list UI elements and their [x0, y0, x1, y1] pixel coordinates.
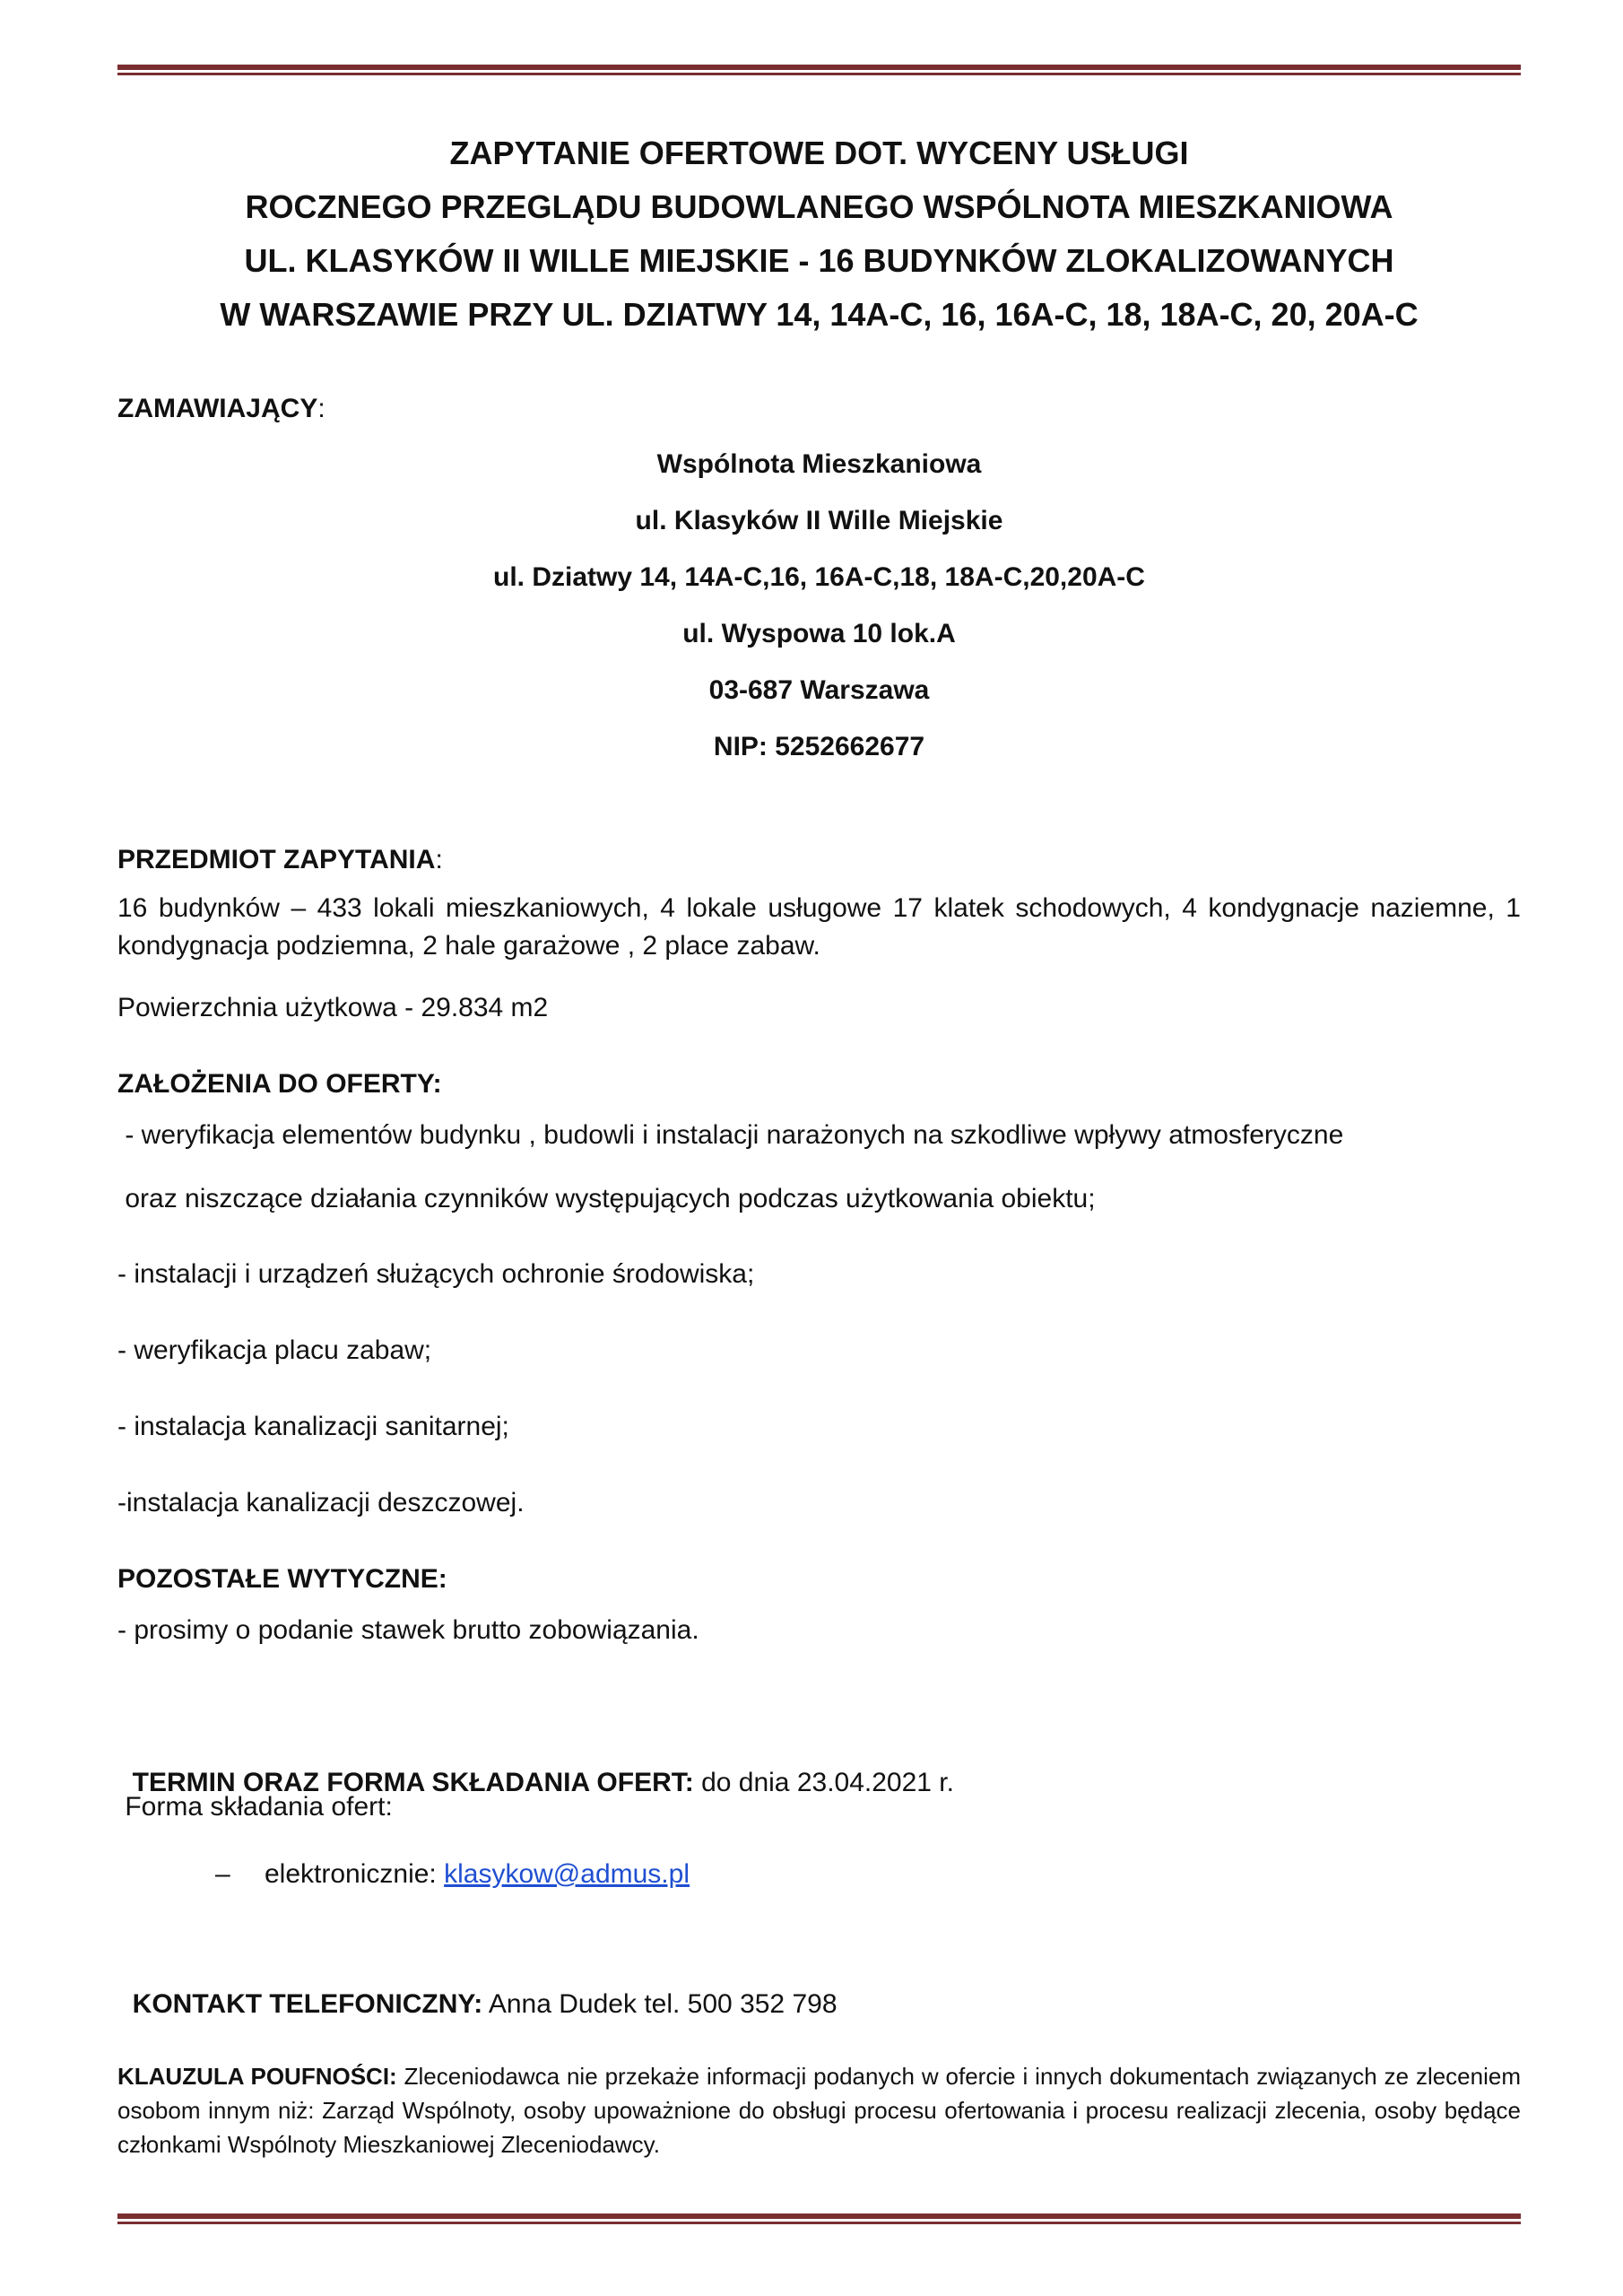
assumptions-heading: ZAŁOŻENIA DO OFERTY: [117, 1069, 442, 1099]
client-street-3: ul. Wyspowa 10 lok.A [682, 619, 956, 648]
document-title [117, 131, 1521, 346]
dash-bullet-icon: – [215, 1859, 230, 1889]
submission-form-label: Forma składania ofert: [117, 1792, 393, 1822]
contact-line [117, 1948, 838, 2023]
deadline-value: do dnia 23.04.2021 r. [693, 1768, 954, 1797]
confidentiality-clause [117, 2059, 1521, 2161]
subject-heading [117, 841, 443, 879]
other-guidelines-heading: POZOSTAŁE WYTYCZNE: [117, 1564, 447, 1594]
title-line-4: W WARSZAWIE PRZY UL. DZIATWY 14, 14A-C, 16, 16A-C, 18, 18A-C, 20, 20A-C [220, 296, 1419, 333]
client-street-2: ul. Dziatwy 14, 14A-C,16, 16A-C,18, 18A-C,20,20A-C [493, 562, 1145, 592]
client-address [117, 446, 1521, 785]
client-city: 03-687 Warszawa [708, 675, 930, 705]
email-label: elektronicznie: [265, 1859, 445, 1889]
confidentiality-heading: KLAUZULA POUFNOŚCI: [117, 2063, 397, 2090]
other-guidelines-line: - prosimy o podanie stawek brutto zobowiązania. [117, 1615, 699, 1645]
bottom-divider [117, 2213, 1521, 2224]
title-line-3: UL. KLASYKÓW II WILLE MIEJSKIE - 16 BUDYNKÓW ZLOKALIZOWANYCH [244, 242, 1394, 279]
assumption-item-4: - instalacja kanalizacji sanitarnej; [117, 1412, 509, 1441]
client-heading-label: ZAMAWIAJĄCY [117, 394, 318, 423]
deadline-heading: TERMIN ORAZ FORMA SKŁADANIA OFERT: [132, 1768, 694, 1797]
contact-heading: KONTAKT TELEFONICZNY: [132, 1989, 483, 2019]
confidentiality-text: Zleceniodawca nie przekaże informacji podanych w ofercie i innych dokumentach związanych ze zleceniem osobom innym niż: Zarząd Wspólnoty, osoby upoważnione do obsługi procesu ofertowania i procesu realizacji zlecenia, osoby będące członkami Wspólnoty Mieszkaniowej Zleceniodawcy. [117, 2063, 1521, 2158]
subject-paragraph: 16 budynków – 433 lokali mieszkaniowych, 4 lokale usługowe 17 klatek schodowych, 4 kondygnacje naziemne, 1 kondygnacja podziemna, 2 hale garażowe , 2 place zabaw. [117, 893, 1521, 961]
client-nip: NIP: 5252662677 [713, 732, 925, 761]
assumption-item-3: - weryfikacja placu zabaw; [117, 1335, 432, 1365]
client-street-1: ul. Klasyków II Wille Miejskie [635, 506, 1003, 535]
title-line-1: ZAPYTANIE OFERTOWE DOT. WYCENY USŁUGI [449, 135, 1189, 171]
assumption-item-1-line-2: oraz niszczące działania czynników występujących podczas użytkowania obiektu; [117, 1184, 1096, 1213]
subject-heading-label: PRZEDMIOT ZAPYTANIA [117, 845, 436, 874]
client-heading-colon: : [317, 394, 325, 423]
email-line [265, 1856, 690, 1893]
title-line-2: ROCZNEGO PRZEGLĄDU BUDOWLANEGO WSPÓLNOTA MIESZKANIOWA [245, 188, 1393, 225]
assumption-item-1-line-1: - weryfikacja elementów budynku , budowli i instalacji narażonych na szkodliwe wpływy atmosferyczne [117, 1120, 1344, 1150]
usable-area: Powierzchnia użytkowa - 29.834 m2 [117, 993, 549, 1022]
contact-value: Anna Dudek tel. 500 352 798 [482, 1989, 838, 2019]
assumption-item-2: - instalacji i urządzeń służących ochronie środowiska; [117, 1259, 755, 1289]
email-link[interactable]: klasykow@admus.pl [444, 1859, 690, 1889]
subject-heading-colon: : [435, 845, 443, 874]
assumption-item-5: -instalacja kanalizacji deszczowej. [117, 1488, 525, 1518]
top-divider [117, 65, 1521, 75]
client-heading [117, 390, 325, 428]
client-name: Wspólnota Mieszkaniowa [656, 449, 982, 479]
